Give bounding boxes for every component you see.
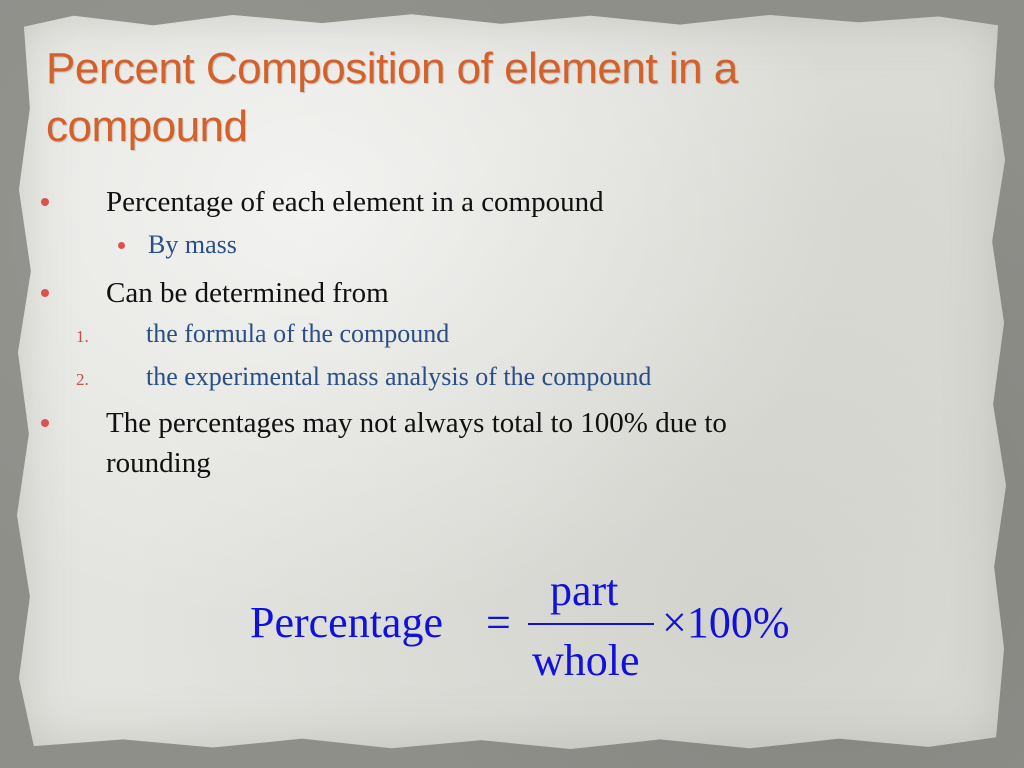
formula-equals: = [486, 598, 511, 647]
fraction-bar [528, 623, 654, 625]
formula-multiplier: ×100% [662, 598, 790, 647]
bullet-text-continued: rounding [106, 447, 211, 479]
bullet-icon [41, 198, 49, 206]
percentage-formula [250, 568, 830, 688]
formula-denominator: whole [532, 636, 640, 685]
formula-numerator: part [550, 566, 619, 615]
bullet-text: The percentages may not always total to 100% due to [106, 407, 727, 439]
numbered-item-text: the experimental mass analysis of the compound [146, 362, 652, 391]
bullet-text: Can be determined from [106, 277, 389, 309]
bullet-icon [41, 419, 49, 427]
list-number: 1. [76, 327, 89, 346]
sub-bullet-icon [118, 242, 125, 249]
bullet-icon [41, 289, 49, 297]
slide-title: Percent Composition of element in a compound [46, 44, 738, 151]
numbered-item-text: the formula of the compound [146, 319, 450, 348]
bullet-text: Percentage of each element in a compound [106, 186, 604, 218]
sub-bullet-text: By mass [148, 230, 237, 259]
formula-lhs: Percentage [250, 598, 443, 647]
list-number: 2. [76, 370, 89, 389]
